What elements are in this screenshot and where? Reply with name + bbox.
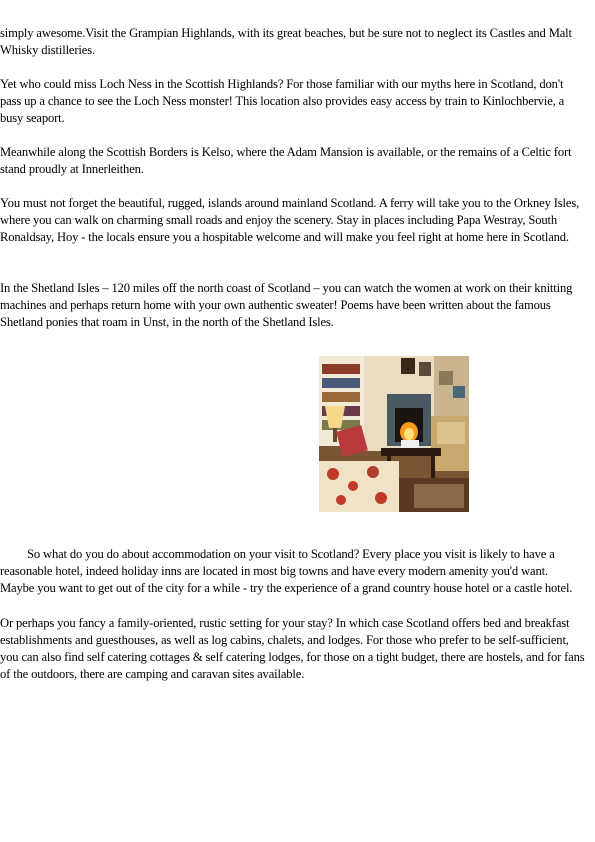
paragraph-islands: You must not forget the beautiful, rugged, islands around mainland Scotland. A ferry will take you to the Orkney Isles, where you can walk on charming small roads and enjoy the scenery. Stay in places including Papa Westray, South Ronaldsay, Hoy - the locals ensure you a hospitable welcome and will make you feel right at home here in Scotland. xyxy=(0,196,580,244)
paragraph-accommodation-text: So what do you do about accommodation on your visit to Scotland? Every place you visit is likely to have a reasonable hotel, indeed holiday inns are located in most big towns and have every modern amenity you'd want. Maybe you want to get out of the city for a while - try the experience of a grand country house hotel or a castle hotel. xyxy=(0,547,573,595)
paragraph-accommodation xyxy=(0,546,585,597)
paragraph-grampian: simply awesome.Visit the Grampian Highlands, with its great beaches, but be sure not to neglect its Castles and Malt Whisky distilleries. xyxy=(0,26,572,57)
paragraph-borders: Meanwhile along the Scottish Borders is Kelso, where the Adam Mansion is available, or the remains of a Celtic fort stand proudly at Innerleithen. xyxy=(0,145,572,176)
paragraph-shetland: In the Shetland Isles – 120 miles off the north coast of Scotland – you can watch the women at work on their knitting machines and perhaps return home with your own authentic sweater! Poems have been written about the famous Shetland ponies that roam in Unst, in the north of the Shetland Isles. xyxy=(0,281,573,329)
fireplace-room-illustration xyxy=(319,356,469,512)
paragraph-rustic-options: Or perhaps you fancy a family-oriented, rustic setting for your stay? In which case Scotland offers bed and breakfast establishments and guesthouses, as well as log cabins, chalets, and lodges. For those who prefer to be self-sufficient, you can also find self catering cottages & self catering lodges, for those on a tight budget, there are hostels, and for fans of the outdoors, there are camping and caravan sites available. xyxy=(0,616,585,681)
sitting-room-photo xyxy=(319,356,469,512)
paragraph-loch-ness: Yet who could miss Loch Ness in the Scottish Highlands? For those familiar with our myths here in Scotland, don't pass up a chance to see the Loch Ness monster! This location also provides easy access by train to Kinlochbervie, a busy seaport. xyxy=(0,77,565,125)
